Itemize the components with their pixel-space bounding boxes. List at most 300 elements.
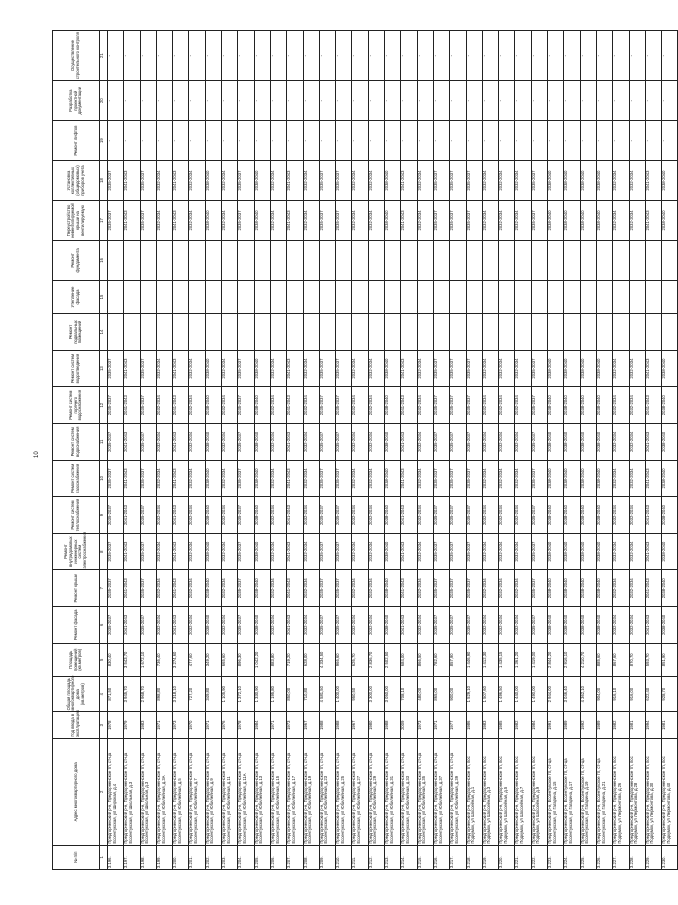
repair-period-cell: 2038-2040 bbox=[548, 387, 564, 424]
total-area-cell: 3 050,00 bbox=[385, 676, 401, 712]
empty-mark-cell: - bbox=[287, 31, 303, 81]
empty-mark-cell: - bbox=[433, 121, 449, 161]
address-cell: Предгорненский р-н, Предгорненское тп, пос Подкумок, ул Шоссейная, д.5 bbox=[499, 739, 515, 846]
address-cell: Предгорненский р-н, Предгорненское тп, пос Подкумок, ул Шоссейная, д.9 bbox=[531, 739, 547, 846]
repair-period-cell: 2035-2037 bbox=[108, 497, 124, 534]
repair-period-cell: 2032-2034 bbox=[613, 387, 629, 424]
repair-period-cell bbox=[287, 280, 303, 313]
row-number-cell: 3.226. bbox=[596, 845, 612, 869]
repair-period-cell: 2035-2037 bbox=[531, 387, 547, 424]
repair-period-cell: 2032-2034 bbox=[270, 460, 286, 497]
address-cell: Предгорненский р-н, Ессентукское тп, ст-ца Ессентукская, ул Гагарина, д.15 bbox=[548, 739, 564, 846]
repair-period-cell bbox=[385, 314, 401, 351]
row-number-cell: 3.200. bbox=[173, 845, 189, 869]
repair-period-cell: 2032-2034 bbox=[270, 570, 286, 607]
repair-period-cell: 2032-2034 bbox=[189, 460, 205, 497]
table-row bbox=[108, 31, 124, 870]
rotated-document-page bbox=[28, 30, 671, 870]
repair-period-cell: 2035-2037 bbox=[336, 424, 352, 461]
repair-period-cell: 2035-2037 bbox=[450, 460, 466, 497]
repair-period-cell: 2032-2034 bbox=[222, 497, 238, 534]
column-number-cell: 7 bbox=[100, 570, 108, 607]
repair-period-cell: 2035-2037 bbox=[319, 570, 335, 607]
row-number-cell: 3.230. bbox=[662, 845, 678, 869]
row-number-cell: 3.224. bbox=[564, 845, 580, 869]
total-area-cell: 4 581,50 bbox=[319, 676, 335, 712]
repair-period-cell: 2032-2034 bbox=[352, 161, 368, 201]
empty-mark-cell: - bbox=[352, 121, 368, 161]
repair-period-cell: 2032-2034 bbox=[156, 460, 172, 497]
table-row bbox=[417, 31, 433, 870]
repair-period-cell: 2032-2034 bbox=[417, 460, 433, 497]
table-header-row bbox=[53, 31, 100, 870]
empty-mark-cell: - bbox=[499, 31, 515, 81]
empty-mark-cell: - bbox=[303, 31, 319, 81]
repair-period-cell: 2035-2037 bbox=[238, 460, 254, 497]
repair-period-cell bbox=[629, 240, 645, 280]
table-row bbox=[319, 31, 335, 870]
empty-mark-cell: - bbox=[417, 31, 433, 81]
table-row bbox=[287, 31, 303, 870]
repair-period-cell bbox=[254, 314, 270, 351]
repair-period-cell: 2035-2037 bbox=[238, 201, 254, 241]
repair-period-cell: 2035-2037 bbox=[433, 497, 449, 534]
repair-period-cell: 2032-2034 bbox=[482, 607, 498, 644]
column-header-15: Утепление фасада bbox=[53, 280, 100, 313]
repair-period-cell bbox=[531, 240, 547, 280]
address-cell: Предгорненский р-н, Предгорненское тп, пос Подкумок, ул Шоссейная, д.3 bbox=[482, 739, 498, 846]
repair-period-cell: 2038-2040 bbox=[385, 607, 401, 644]
repair-period-cell: 2032-2034 bbox=[303, 607, 319, 644]
premises-area-cell: 966,60 bbox=[336, 643, 352, 676]
premises-area-cell: 1 042,20 bbox=[254, 643, 270, 676]
empty-mark-cell: - bbox=[466, 121, 482, 161]
row-number-cell: 3.196. bbox=[108, 845, 124, 869]
empty-mark-cell: - bbox=[662, 121, 678, 161]
repair-period-cell: 2041-2043 bbox=[287, 570, 303, 607]
row-number-cell: 3.213. bbox=[385, 845, 401, 869]
table-row bbox=[662, 31, 678, 870]
repair-period-cell: 2038-2040 bbox=[548, 350, 564, 387]
repair-period-cell bbox=[270, 314, 286, 351]
repair-period-cell: 2035-2037 bbox=[531, 201, 547, 241]
repair-period-cell: 2038-2040 bbox=[548, 460, 564, 497]
repair-period-cell: 2035-2037 bbox=[238, 533, 254, 570]
repair-period-cell: 2041-2043 bbox=[645, 460, 661, 497]
repair-period-cell bbox=[662, 240, 678, 280]
repair-period-cell bbox=[238, 314, 254, 351]
repair-period-cell: 2035-2037 bbox=[336, 460, 352, 497]
repair-period-cell: 2032-2034 bbox=[222, 533, 238, 570]
repair-period-cell bbox=[531, 280, 547, 313]
empty-mark-cell: - bbox=[564, 81, 580, 121]
repair-period-cell: 2032-2034 bbox=[156, 387, 172, 424]
repair-period-cell: 2038-2040 bbox=[254, 497, 270, 534]
repair-period-cell bbox=[466, 280, 482, 313]
repair-period-cell: 2032-2034 bbox=[515, 350, 531, 387]
column-number-cell: 4 bbox=[100, 676, 108, 712]
column-header-14: Ремонт подвальных помещений bbox=[53, 314, 100, 351]
repair-period-cell: 2032-2034 bbox=[499, 387, 515, 424]
row-number-cell: 3.199. bbox=[156, 845, 172, 869]
year-cell: 1979 bbox=[124, 712, 140, 739]
repair-period-cell: 2035-2037 bbox=[466, 424, 482, 461]
column-header-16: Ремонт фундамента bbox=[53, 240, 100, 280]
repair-period-cell: 2035-2037 bbox=[433, 201, 449, 241]
empty-mark-cell: - bbox=[385, 31, 401, 81]
repair-period-cell: 2032-2034 bbox=[303, 387, 319, 424]
repair-period-cell: 2038-2040 bbox=[205, 460, 221, 497]
repair-period-cell: 2035-2037 bbox=[433, 460, 449, 497]
repair-period-cell: 2035-2037 bbox=[108, 350, 124, 387]
table-row bbox=[401, 31, 417, 870]
address-cell: Предгорненский р-н, Предгорненское тп, ст-ца Ессентукская, ул Юбилейная, д.31 bbox=[385, 739, 401, 846]
premises-area-cell: 1 435,15 bbox=[499, 643, 515, 676]
repair-period-cell: 2038-2040 bbox=[385, 201, 401, 241]
repair-period-cell: 2041-2043 bbox=[287, 607, 303, 644]
row-number-cell: 3.212. bbox=[368, 845, 384, 869]
empty-mark-cell: - bbox=[596, 31, 612, 81]
total-area-cell: 480,00 bbox=[417, 676, 433, 712]
empty-mark-cell: - bbox=[401, 121, 417, 161]
repair-period-cell: 2038-2040 bbox=[662, 350, 678, 387]
repair-period-cell bbox=[238, 240, 254, 280]
repair-period-cell: 2035-2037 bbox=[531, 350, 547, 387]
premises-area-cell: 782,60 bbox=[433, 643, 449, 676]
repair-period-cell: 2035-2037 bbox=[450, 497, 466, 534]
year-cell: 1988 bbox=[336, 712, 352, 739]
repair-period-cell bbox=[319, 280, 335, 313]
repair-period-cell: 2035-2037 bbox=[450, 533, 466, 570]
empty-mark-cell: - bbox=[336, 121, 352, 161]
repair-period-cell: 2041-2043 bbox=[124, 460, 140, 497]
repair-period-cell: 2041-2043 bbox=[124, 533, 140, 570]
row-number-cell: 3.208. bbox=[303, 845, 319, 869]
repair-period-cell: 2032-2034 bbox=[515, 607, 531, 644]
row-number-cell: 3.207. bbox=[287, 845, 303, 869]
premises-area-cell: 593,70 bbox=[645, 643, 661, 676]
repair-period-cell bbox=[368, 314, 384, 351]
total-area-cell: 1 507,60 bbox=[482, 676, 498, 712]
repair-period-cell: 2035-2037 bbox=[140, 161, 156, 201]
empty-mark-cell: - bbox=[531, 31, 547, 81]
repair-period-cell: 2038-2040 bbox=[548, 570, 564, 607]
repair-period-cell: 2035-2037 bbox=[108, 533, 124, 570]
repair-period-cell: 2032-2034 bbox=[303, 533, 319, 570]
empty-mark-cell: - bbox=[450, 81, 466, 121]
repair-period-cell: 2035-2037 bbox=[531, 533, 547, 570]
column-header-7: Ремонт крыши bbox=[53, 570, 100, 607]
repair-period-cell: 2032-2034 bbox=[222, 387, 238, 424]
repair-period-cell: 2032-2034 bbox=[270, 424, 286, 461]
premises-area-cell: 883,80 bbox=[270, 643, 286, 676]
column-header-12: Ремонт систем горячего водоснабжения bbox=[53, 387, 100, 424]
repair-period-cell: 2032-2034 bbox=[417, 533, 433, 570]
empty-mark-cell: - bbox=[401, 81, 417, 121]
repair-period-cell bbox=[108, 240, 124, 280]
address-cell: Предгорненский р-н, Предгорненское тп, ст-ца Ессентукская, ул Юбилейная, д.33 bbox=[401, 739, 417, 846]
row-number-cell: 3.209. bbox=[319, 845, 335, 869]
empty-mark-cell: - bbox=[254, 121, 270, 161]
repair-period-cell: 2032-2034 bbox=[515, 570, 531, 607]
empty-mark-cell: - bbox=[238, 31, 254, 81]
repair-period-cell: 2035-2037 bbox=[450, 387, 466, 424]
total-area-cell: 3 318,10 bbox=[173, 676, 189, 712]
repair-period-cell: 2035-2037 bbox=[108, 387, 124, 424]
premises-area-cell: 1 412,30 bbox=[482, 643, 498, 676]
empty-mark-cell: - bbox=[254, 31, 270, 81]
table-row bbox=[629, 31, 645, 870]
repair-period-cell: 2032-2034 bbox=[482, 201, 498, 241]
repair-period-cell: 2038-2040 bbox=[662, 387, 678, 424]
repair-period-cell bbox=[222, 280, 238, 313]
empty-mark-cell: - bbox=[238, 81, 254, 121]
repair-period-cell: 2035-2037 bbox=[238, 570, 254, 607]
row-number-cell: 3.229. bbox=[645, 845, 661, 869]
year-cell: 1986 bbox=[466, 712, 482, 739]
address-cell: Предгорненский р-н, Предгорненское тп, ст-ца Ессентукская, ул Юбилейная, д.11 bbox=[222, 739, 238, 846]
row-number-cell: 3.228. bbox=[629, 845, 645, 869]
repair-period-cell: 2032-2034 bbox=[156, 607, 172, 644]
table-row bbox=[124, 31, 140, 870]
repair-period-cell: 2032-2034 bbox=[629, 570, 645, 607]
total-area-cell: 2 944,00 bbox=[548, 676, 564, 712]
repair-period-cell: 2041-2043 bbox=[287, 350, 303, 387]
repair-period-cell: 2035-2037 bbox=[140, 424, 156, 461]
repair-period-cell: 2032-2034 bbox=[189, 201, 205, 241]
address-cell: Предгорненский р-н, Предгорненское тп, ст-ца Ессентукская, ул Юбилейная, д.5 bbox=[173, 739, 189, 846]
empty-mark-cell: - bbox=[156, 121, 172, 161]
address-cell: Предгорненский р-н, Предгорненское тп, ст-ца Ессентукская, ул Юбилейная, д.9 bbox=[205, 739, 221, 846]
premises-area-cell: 866,50 bbox=[417, 643, 433, 676]
repair-period-cell bbox=[108, 314, 124, 351]
repair-period-cell: 2035-2037 bbox=[466, 350, 482, 387]
repair-period-cell bbox=[417, 314, 433, 351]
repair-period-cell bbox=[482, 314, 498, 351]
repair-period-cell bbox=[156, 240, 172, 280]
total-area-cell: 916,10 bbox=[613, 676, 629, 712]
address-cell: Предгорненский р-н, Предгорненское тп, ст-ца Ессентукская, ул Юбилейная, д.15 bbox=[270, 739, 286, 846]
address-cell: Предгорненский р-н, Ессентукское тп, ст-ца Ессентукская, ул Гагарина, д.21 bbox=[596, 739, 612, 846]
repair-period-cell: 2032-2034 bbox=[613, 201, 629, 241]
repair-period-cell: 2038-2040 bbox=[596, 387, 612, 424]
address-cell: Предгорненский р-н, Предгорненское тп, ст-ца Ессентукская, ул Юбилейная, д.37 bbox=[433, 739, 449, 846]
column-header-18: Установка коллективных (общедомовых) приборов учета bbox=[53, 161, 100, 201]
premises-area-cell: 1 446,90 bbox=[466, 643, 482, 676]
repair-period-cell bbox=[401, 314, 417, 351]
repair-period-cell: 2038-2040 bbox=[254, 570, 270, 607]
column-number-cell: 5 bbox=[100, 643, 108, 676]
repair-period-cell bbox=[368, 240, 384, 280]
repair-period-cell: 2032-2034 bbox=[222, 607, 238, 644]
repair-period-cell bbox=[515, 314, 531, 351]
table-row bbox=[238, 31, 254, 870]
repair-period-cell: 2041-2043 bbox=[287, 387, 303, 424]
repair-period-cell: 2035-2037 bbox=[319, 497, 335, 534]
total-area-cell: 950,50 bbox=[352, 676, 368, 712]
repair-period-cell: 2035-2037 bbox=[531, 424, 547, 461]
repair-period-cell bbox=[515, 280, 531, 313]
repair-period-cell: 2041-2043 bbox=[124, 497, 140, 534]
empty-mark-cell: - bbox=[629, 31, 645, 81]
repair-period-cell: 2032-2034 bbox=[189, 533, 205, 570]
column-number-cell: 11 bbox=[100, 424, 108, 461]
total-area-cell: 3 300,00 bbox=[368, 676, 384, 712]
empty-mark-cell: - bbox=[205, 31, 221, 81]
empty-mark-cell: - bbox=[564, 121, 580, 161]
repair-period-cell: 2032-2034 bbox=[515, 387, 531, 424]
repair-period-cell: 2032-2034 bbox=[189, 387, 205, 424]
repair-period-cell: 2041-2043 bbox=[401, 570, 417, 607]
year-cell: 1973 bbox=[287, 712, 303, 739]
column-number-cell: 10 bbox=[100, 460, 108, 497]
repair-period-cell bbox=[303, 280, 319, 313]
row-number-cell: 3.222. bbox=[531, 845, 547, 869]
repair-period-cell: 2032-2034 bbox=[270, 350, 286, 387]
repair-period-cell bbox=[662, 314, 678, 351]
repair-period-cell: 2038-2040 bbox=[564, 460, 580, 497]
address-cell: Предгорненский р-н, Предгорненское тп, ст-ца Ессентукская, ул Юбилейная, д.23 bbox=[319, 739, 335, 846]
table-row bbox=[596, 31, 612, 870]
repair-period-cell: 2038-2040 bbox=[385, 350, 401, 387]
repair-period-cell: 2032-2034 bbox=[222, 424, 238, 461]
repair-period-cell bbox=[336, 280, 352, 313]
row-number-cell: 3.210. bbox=[336, 845, 352, 869]
repair-period-cell: 2041-2043 bbox=[645, 497, 661, 534]
empty-mark-cell: - bbox=[450, 121, 466, 161]
table-row bbox=[352, 31, 368, 870]
repair-period-cell: 2032-2034 bbox=[417, 161, 433, 201]
repair-period-cell: 2038-2040 bbox=[662, 460, 678, 497]
premises-area-cell: 3 543,70 bbox=[124, 643, 140, 676]
empty-mark-cell: - bbox=[270, 121, 286, 161]
repair-period-cell bbox=[662, 280, 678, 313]
repair-period-cell: 2041-2043 bbox=[173, 533, 189, 570]
empty-mark-cell: - bbox=[515, 121, 531, 161]
repair-period-cell: 2032-2034 bbox=[613, 607, 629, 644]
repair-period-cell bbox=[580, 314, 596, 351]
empty-mark-cell: - bbox=[662, 31, 678, 81]
repair-period-cell: 2038-2040 bbox=[548, 497, 564, 534]
address-cell: Предгорненский р-н, Предгорненское тп, пос Подкумок, ул Шоссейная, д.7 bbox=[515, 739, 531, 846]
repair-period-cell: 2041-2043 bbox=[287, 161, 303, 201]
table-row bbox=[385, 31, 401, 870]
total-area-cell: 898,80 bbox=[156, 676, 172, 712]
column-number-cell: 3 bbox=[100, 712, 108, 739]
repair-period-cell bbox=[254, 240, 270, 280]
address-cell: Предгорненский р-н, Предгорненское тп, ст-ца Ессентукская, ул Широкая, д.4 bbox=[108, 739, 124, 846]
repair-period-cell bbox=[596, 240, 612, 280]
repair-period-cell: 2038-2040 bbox=[205, 570, 221, 607]
repair-period-cell bbox=[596, 280, 612, 313]
table-row bbox=[433, 31, 449, 870]
column-header-9: Ремонт систем теплоснабжения bbox=[53, 497, 100, 534]
repair-period-cell: 2035-2037 bbox=[450, 201, 466, 241]
repair-period-cell bbox=[499, 280, 515, 313]
empty-mark-cell: - bbox=[629, 121, 645, 161]
repair-period-cell: 2041-2043 bbox=[287, 424, 303, 461]
repair-period-cell: 2041-2043 bbox=[287, 460, 303, 497]
repair-period-cell: 2041-2043 bbox=[124, 201, 140, 241]
repair-period-cell: 2032-2034 bbox=[352, 533, 368, 570]
repair-period-cell bbox=[352, 314, 368, 351]
premises-area-cell: 857,90 bbox=[450, 643, 466, 676]
empty-mark-cell: - bbox=[580, 121, 596, 161]
repair-period-cell bbox=[205, 240, 221, 280]
repair-period-cell: 2032-2034 bbox=[368, 161, 384, 201]
premises-area-cell: 626,70 bbox=[352, 643, 368, 676]
year-cell: 1978 bbox=[238, 712, 254, 739]
repair-period-cell: 2035-2037 bbox=[450, 161, 466, 201]
repair-period-cell bbox=[287, 314, 303, 351]
year-cell: 1976 bbox=[222, 712, 238, 739]
repair-period-cell: 2035-2037 bbox=[238, 424, 254, 461]
repair-period-cell: 2038-2040 bbox=[564, 387, 580, 424]
repair-period-cell bbox=[645, 240, 661, 280]
repair-period-cell: 2032-2034 bbox=[368, 533, 384, 570]
empty-mark-cell: - bbox=[108, 121, 124, 161]
empty-mark-cell: - bbox=[173, 31, 189, 81]
total-area-cell: 904,00 bbox=[596, 676, 612, 712]
row-number-cell: 3.205. bbox=[254, 845, 270, 869]
premises-area-cell: 477,60 bbox=[189, 643, 205, 676]
address-cell: Предгорненский р-н, Предгорненское тп, ст-ца Ессентукская, ул Юбилейная, д.11А bbox=[238, 739, 254, 846]
empty-mark-cell: - bbox=[124, 31, 140, 81]
repair-period-cell: 2038-2040 bbox=[596, 533, 612, 570]
repair-period-cell: 2035-2037 bbox=[319, 350, 335, 387]
repair-period-cell: 2032-2034 bbox=[368, 460, 384, 497]
repair-period-cell: 2035-2037 bbox=[336, 533, 352, 570]
repair-period-cell: 2041-2043 bbox=[173, 201, 189, 241]
repair-period-cell: 2038-2040 bbox=[580, 201, 596, 241]
repair-period-cell: 2035-2037 bbox=[531, 570, 547, 607]
repair-period-cell bbox=[401, 280, 417, 313]
total-area-cell: 4 362,10 bbox=[580, 676, 596, 712]
total-area-cell: 1 400,00 bbox=[336, 676, 352, 712]
address-cell: Предгорненский р-н, Предгорненское тп, ст-ца Ессентукская, ул Школьная, д.3 bbox=[140, 739, 156, 846]
table-row bbox=[254, 31, 270, 870]
repair-period-cell: 2032-2034 bbox=[629, 350, 645, 387]
row-number-cell: 3.220. bbox=[499, 845, 515, 869]
repair-period-cell: 2032-2034 bbox=[499, 460, 515, 497]
repair-period-cell: 2035-2037 bbox=[531, 460, 547, 497]
empty-mark-cell: - bbox=[482, 81, 498, 121]
repair-period-cell bbox=[238, 280, 254, 313]
repair-period-cell: 2035-2037 bbox=[140, 570, 156, 607]
repair-period-cell bbox=[173, 240, 189, 280]
empty-mark-cell: - bbox=[352, 81, 368, 121]
repair-period-cell: 2035-2037 bbox=[336, 497, 352, 534]
table-row bbox=[336, 31, 352, 870]
repair-period-cell: 2035-2037 bbox=[238, 350, 254, 387]
repair-period-cell: 2038-2040 bbox=[564, 570, 580, 607]
premises-area-cell: 684,00 bbox=[401, 643, 417, 676]
repair-period-cell: 2041-2043 bbox=[645, 350, 661, 387]
row-number-cell: 3.215. bbox=[417, 845, 433, 869]
total-area-cell: 1 440,00 bbox=[515, 676, 531, 712]
total-area-cell: 2 968,70 bbox=[140, 676, 156, 712]
repair-period-cell: 2032-2034 bbox=[613, 570, 629, 607]
repair-period-cell bbox=[124, 280, 140, 313]
repair-period-cell: 2032-2034 bbox=[189, 161, 205, 201]
repair-period-cell: 2041-2043 bbox=[645, 387, 661, 424]
column-number-cell: 2 bbox=[100, 739, 108, 846]
repair-period-cell: 2038-2040 bbox=[596, 201, 612, 241]
repair-period-cell: 2038-2040 bbox=[564, 161, 580, 201]
repair-period-cell: 2032-2034 bbox=[482, 497, 498, 534]
empty-mark-cell: - bbox=[499, 121, 515, 161]
repair-period-cell: 2035-2037 bbox=[433, 424, 449, 461]
